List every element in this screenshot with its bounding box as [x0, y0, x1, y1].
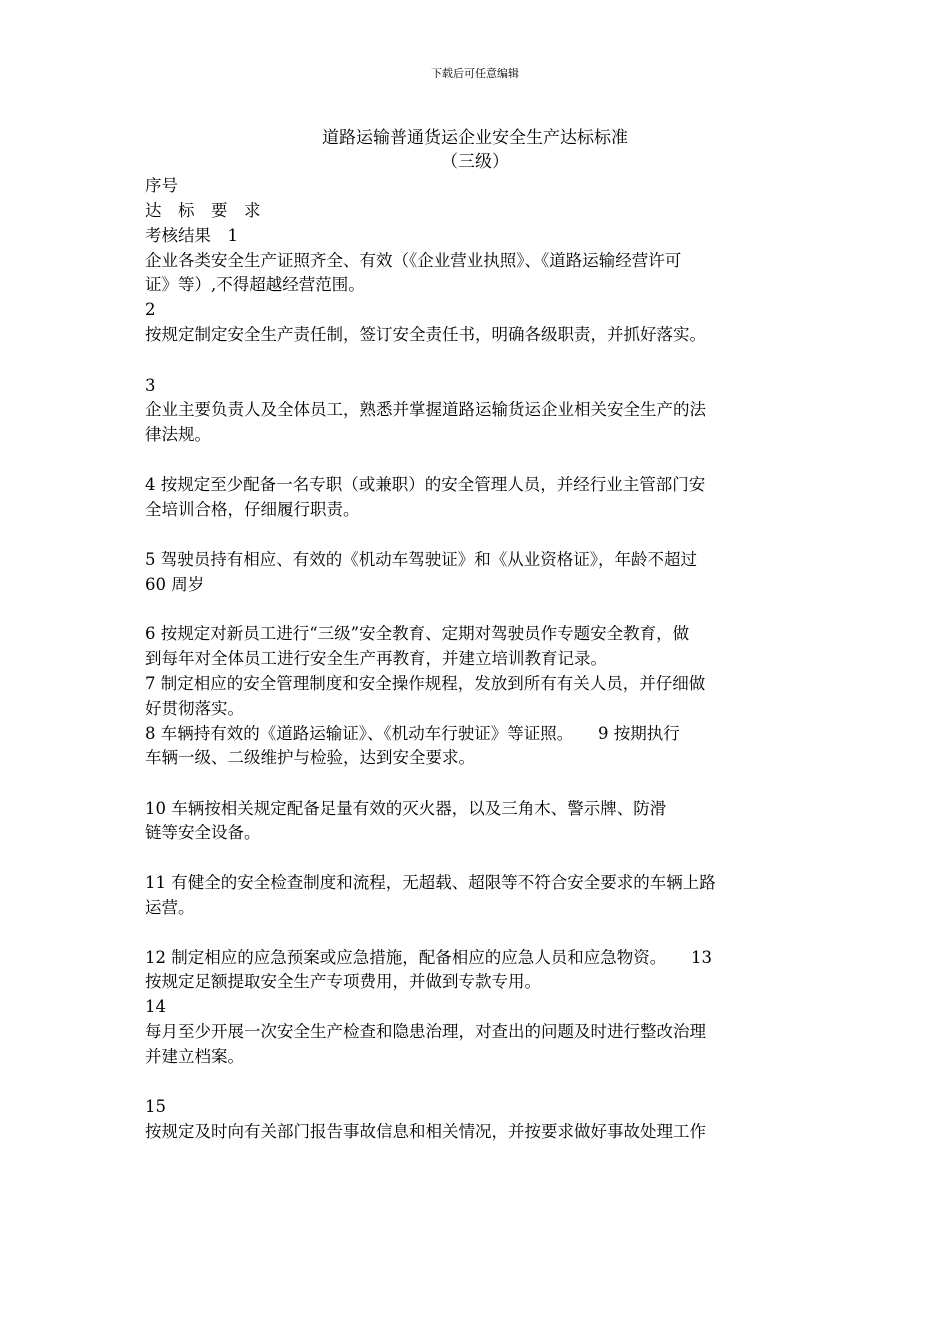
- text-line: 15: [145, 1097, 166, 1116]
- text-line: 8 车辆持有效的《道路运输证》、《机动车行驶证》等证照。 9 按期执行: [145, 724, 680, 743]
- text-line: 链等安全设备。: [145, 823, 261, 842]
- text-line: 60 周岁: [145, 575, 205, 594]
- header-note: 下载后可任意编辑: [431, 67, 519, 80]
- text-line: 考核结果 1: [145, 226, 238, 245]
- text-line: 达 标 要 求: [145, 201, 261, 220]
- text-line: 证》等）,不得超越经营范围。: [145, 275, 365, 294]
- text-line: 运营。: [145, 898, 195, 917]
- text-line: 6 按规定对新员工进行“三级”安全教育、定期对驾驶员作专题安全教育，做: [145, 624, 690, 643]
- text-line: 企业主要负责人及全体员工，熟悉并掌握道路运输货运企业相关安全生产的法: [145, 400, 706, 419]
- text-line: 7 制定相应的安全管理制度和安全操作规程，发放到所有有关人员，并仔细做: [145, 674, 706, 693]
- text-line: 好贯彻落实。: [145, 699, 244, 718]
- text-line: 4 按规定至少配备一名专职（或兼职）的安全管理人员，并经行业主管部门安: [145, 475, 706, 494]
- text-line: 企业各类安全生产证照齐全、有效（《企业营业执照》、《道路运输经营许可: [145, 251, 682, 270]
- text-line: 全培训合格，仔细履行职责。: [145, 500, 360, 519]
- text-line: 14: [145, 997, 166, 1016]
- text-line: 12 制定相应的应急预案或应急措施，配备相应的应急人员和应急物资。 13: [145, 948, 712, 967]
- text-line: 3: [145, 376, 156, 395]
- text-line: 并建立档案。: [145, 1047, 244, 1066]
- text-line: 序号: [145, 176, 178, 195]
- text-line: 2: [145, 300, 156, 319]
- text-line: 按规定足额提取安全生产专项费用，并做到专款专用。: [145, 972, 541, 991]
- text-line: 每月至少开展一次安全生产检查和隐患治理，对查出的问题及时进行整改治理: [145, 1022, 706, 1041]
- text-line: 律法规。: [145, 425, 211, 444]
- text-line: 11 有健全的安全检查制度和流程，无超载、超限等不符合安全要求的车辆上路: [145, 873, 716, 892]
- document-title: 道路运输普通货运企业安全生产达标标准: [322, 128, 628, 148]
- text-line: 到每年对全体员工进行安全生产再教育，并建立培训教育记录。: [145, 649, 607, 668]
- text-line: 10 车辆按相关规定配备足量有效的灭火器，以及三角木、警示牌、防滑: [145, 799, 667, 818]
- document-subtitle: （三级）: [441, 152, 509, 172]
- text-line: 按规定及时向有关部门报告事故信息和相关情况，并按要求做好事故处理工作: [145, 1122, 706, 1141]
- text-line: 5 驾驶员持有相应、有效的《机动车驾驶证》和《从业资格证》，年龄不超过: [145, 550, 697, 569]
- text-line: 按规定制定安全生产责任制，签订安全责任书，明确各级职责，并抓好落实。: [145, 325, 706, 344]
- text-line: 车辆一级、二级维护与检验，达到安全要求。: [145, 748, 475, 767]
